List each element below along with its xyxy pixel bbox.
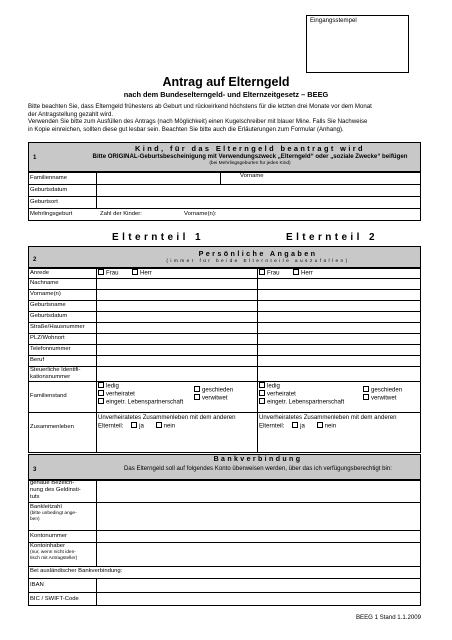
label-blz-2: (bitte unbedingt ange-: [30, 511, 77, 516]
label-geburtsort: Geburtsort: [30, 199, 58, 205]
nein-label-1: nein: [163, 422, 176, 430]
label-blz: [28, 504, 77, 522]
verwitwet-checkbox-2[interactable]: [363, 394, 369, 400]
label-inhaber-1: Kontoinhaber: [30, 543, 66, 549]
geschieden-label-2: geschieden: [371, 386, 403, 394]
label-vornamen-2: Vorname(n): [30, 291, 61, 297]
nein-label-2: nein: [324, 422, 337, 430]
label-vornamen: Vorname(n):: [184, 211, 217, 217]
geschieden-checkbox-2[interactable]: [363, 386, 369, 392]
ledig-label-1: ledig: [106, 382, 119, 390]
zusammenleben-text-2: Unverheiratetes Zusammenleben mit dem anderen: [259, 414, 397, 421]
blz-field[interactable]: [97, 503, 420, 529]
kontonummer-field[interactable]: [97, 531, 420, 541]
nachname-field-2[interactable]: [258, 279, 420, 289]
section2-subtitle: (immer für beide Elternteile auszufüllen): [166, 259, 350, 264]
label-beruf: Beruf: [30, 357, 45, 363]
label-vorname: Vorname: [240, 173, 264, 179]
geburtsdatum-field[interactable]: [97, 185, 420, 195]
label-steuer-line2: kationsnummer: [30, 374, 71, 380]
ja-label-2: ja: [300, 422, 305, 430]
label-steuer-line1: Steuerliche Identifi-: [30, 367, 81, 373]
label-inhaber-3: tisch mit Antragsteller): [30, 555, 78, 561]
section1-number: 1: [33, 154, 37, 161]
label-iban: IBAN: [30, 582, 44, 588]
geschieden-checkbox-1[interactable]: [194, 386, 200, 392]
label-geburtsdatum: Geburtsdatum: [30, 187, 68, 193]
footer-version: BEEG 1 Stand 1.1.2009: [355, 614, 421, 621]
label-mehrlingsgeburt: Mehrlingsgeburt: [30, 211, 73, 217]
verheiratet-checkbox-1[interactable]: [98, 390, 104, 396]
label-familienname: Familienname: [30, 175, 67, 181]
ja-label-1: ja: [139, 422, 144, 430]
verwitwet-label-2: verwitwet: [371, 394, 397, 402]
ja-checkbox-1[interactable]: [131, 422, 137, 428]
nein-checkbox-2[interactable]: [317, 422, 323, 428]
label-ausland: Bei ausländischer Bankverbindung:: [30, 568, 123, 574]
intro-line-3: Verwenden Sie bitte zum Ausfüllen des Antrags (nach Möglichkeit) einen Kugelschreiber mit blauer Mine. Falls Sie Nachweise: [28, 118, 368, 126]
section2-number: 2: [33, 256, 37, 263]
section3-number: 3: [33, 466, 37, 473]
geschieden-label-1: geschieden: [202, 386, 234, 394]
section3-title: Bankverbindung: [213, 456, 303, 463]
intro-line-1: Bitte beachten Sie, dass Elterngeld frühestens ab Geburt und rückwirkend höchstens für die letzten drei Monate vor dem Monat: [28, 103, 372, 110]
page-subtitle: nach dem Bundeselterngeld- und Elternzeitgesetz – BEEG: [123, 90, 329, 99]
anrede-parent1: [98, 269, 152, 277]
label-blz-1: Bankleitzahl: [30, 504, 62, 510]
lebenspartner-checkbox-1[interactable]: [98, 398, 104, 404]
herr-checkbox-1[interactable]: [132, 269, 138, 275]
label-plz-wohnort: PLZ/Wohnort: [30, 335, 65, 341]
zusammenleben-elternteil-2: Elternteil:: [259, 422, 285, 430]
verheiratet-label-1: verheiratet: [106, 390, 135, 398]
label-bankname-2: nung des Geldinsti-: [30, 487, 81, 493]
vorname-field[interactable]: [221, 181, 420, 184]
verwitwet-label-1: verwitwet: [202, 394, 228, 402]
intro-text: [28, 103, 423, 133]
label-nachname: Nachname: [30, 280, 59, 286]
familienname-field[interactable]: [97, 173, 219, 183]
intro-line-2: der Antragstellung gezahlt wird.: [28, 110, 114, 118]
label-geburtsdatum-2: Geburtsdatum: [30, 313, 68, 319]
label-bankname-1: genaue Bezeich-: [30, 480, 75, 486]
zusammenleben-parent2: [259, 414, 420, 430]
section1-note: Bitte ORIGINAL-Geburtsbescheinigung mit Verwendungszweck „Elterngeld“ oder „soziale Zwecke“ beifügen: [92, 153, 408, 160]
label-blz-3: ben): [30, 516, 40, 522]
verheiratet-checkbox-2[interactable]: [259, 390, 265, 396]
label-geburtsname: Geburtsname: [30, 302, 66, 308]
lebenspartner-label-2: eingetr. Lebenspartnerschaft: [267, 398, 345, 406]
frau-checkbox-1[interactable]: [98, 269, 104, 275]
label-strasse: Straße/Hausnummer: [30, 324, 85, 330]
herr-label-1: Herr: [139, 269, 152, 277]
label-telefon: Telefonnummer: [30, 346, 71, 352]
frau-checkbox-2[interactable]: [259, 269, 265, 275]
herr-checkbox-2[interactable]: [293, 269, 299, 275]
label-zahl-kinder: Zahl der Kinder:: [100, 211, 142, 217]
section2-title: Persönliche Angaben: [198, 249, 318, 258]
parent2-heading: Elternteil 2: [286, 232, 378, 243]
lebenspartner-checkbox-2[interactable]: [259, 398, 265, 404]
kontoinhaber-field[interactable]: [97, 543, 420, 565]
section1-title: Kind, für das Elterngeld beantragt wird: [135, 144, 365, 153]
zusammenleben-text-1: Unverheiratetes Zusammenleben mit dem anderen: [98, 414, 236, 421]
nein-checkbox-1[interactable]: [156, 422, 162, 428]
bic-field[interactable]: [97, 593, 420, 605]
bankname-field[interactable]: [97, 481, 420, 501]
familienstand-parent2: [259, 382, 420, 411]
stamp-label: Eingangsstempel: [310, 17, 357, 24]
parent1-heading: Elternteil 1: [112, 232, 204, 243]
verwitwet-checkbox-1[interactable]: [194, 394, 200, 400]
label-anrede: Anrede: [30, 270, 49, 276]
herr-label-2: Herr: [300, 269, 313, 277]
frau-label-2: Frau: [267, 269, 280, 277]
section1-note2: (bei Mehrlingsgeburten für jedes Kind): [209, 161, 291, 166]
geburtsort-field[interactable]: [97, 197, 420, 207]
lebenspartner-label-1: eingetr. Lebenspartnerschaft: [106, 398, 184, 406]
label-familienstand: Familienstand: [30, 393, 67, 399]
label-zusammenleben: Zusammenleben: [30, 424, 74, 430]
label-bankname-3: tuts: [30, 494, 40, 500]
section3-subtitle: Das Elterngeld soll auf folgendes Konto überweisen werden, über das ich verfügungsberechtigt bin:: [124, 465, 392, 472]
label-steuer-id: [28, 367, 80, 381]
iban-field[interactable]: [97, 579, 420, 591]
nachname-field-1[interactable]: [97, 279, 256, 289]
ja-checkbox-2[interactable]: [292, 422, 298, 428]
label-kontonummer: Kontonummer: [30, 533, 67, 539]
label-kontoinhaber: [28, 543, 77, 561]
ledig-checkbox-1[interactable]: [98, 382, 104, 388]
zusammenleben-elternteil-1: Elternteil:: [98, 422, 124, 430]
label-inhaber-2: (nur, wenn nicht iden-: [30, 550, 76, 555]
intro-line-4: in Kopie einreichen, sollten diese gut lesbar sein. Beachten Sie bitte auch die Erläuterungen zum Formular (Anhang).: [28, 125, 344, 133]
ledig-label-2: ledig: [267, 382, 280, 390]
label-bankname: [28, 480, 81, 501]
frau-label-1: Frau: [106, 269, 119, 277]
label-bic: BIC / SWIFT-Code: [30, 596, 79, 602]
verheiratet-label-2: verheiratet: [267, 390, 296, 398]
ledig-checkbox-2[interactable]: [259, 382, 265, 388]
zusammenleben-parent1: [98, 414, 256, 430]
familienstand-parent1: [98, 382, 256, 411]
page-title: Antrag auf Elterngeld: [162, 75, 290, 89]
anrede-parent2: [259, 269, 313, 277]
